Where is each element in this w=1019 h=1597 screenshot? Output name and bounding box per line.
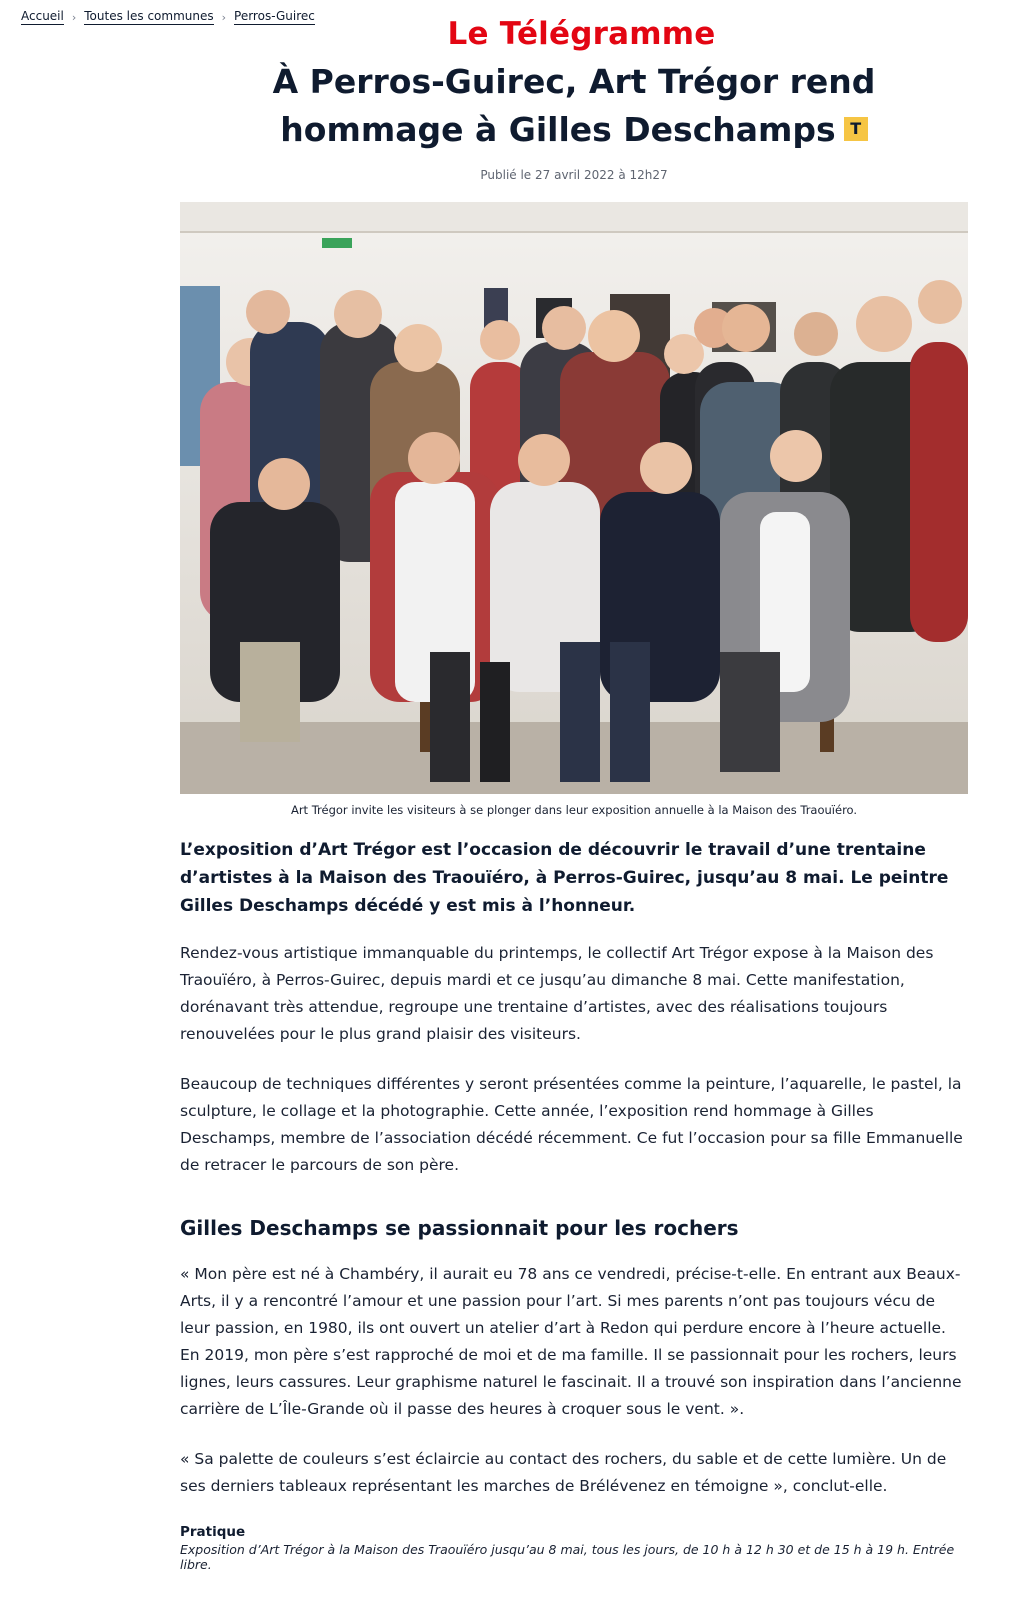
publish-date: Publié le 27 avril 2022 à 12h27	[480, 168, 668, 182]
article-title-text: À Perros-Guirec, Art Trégor rend hommage à Gilles Deschamps	[272, 62, 876, 149]
chevron-right-icon: ›	[71, 10, 77, 24]
practical-title: Pratique	[180, 1524, 246, 1540]
article-paragraph: Rendez-vous artistique immanquable du printemps, le collectif Art Trégor expose à la Maison des Traouïéro, à Perros-Guirec, depuis mardi et ce jusqu’au dimanche 8 mai. Cette manifestation, dorénavant très attendue, regroupe une trentaine d’artistes, avec des réalisations toujours renouvelées pour le plus grand plaisir des visiteurs.	[180, 944, 934, 1043]
article-paragraph: « Mon père est né à Chambéry, il aurait eu 78 ans ce vendredi, précise-t-elle. En entrant aux Beaux-Arts, il y a rencontré l’amour et une passion pour l’art. Si mes parents n’ont pas toujours vécu de leur passion, en 1980, ils ont ouvert un atelier d’art à Redon qui perdure encore à l’heure actuelle. En 2019, mon père s’est rapproché de moi et de ma famille. Il se passionnait pour les rochers, leurs lignes, leurs cassures. Leur graphisme naturel le fascinait. Il a trouvé son inspiration dans l’ancienne carrière de L’Île-Grande où il passe des heures à croquer sous le vent. ».	[180, 1265, 962, 1418]
article-subheading: Gilles Deschamps se passionnait pour les rochers	[180, 1216, 739, 1240]
chevron-right-icon: ›	[221, 10, 227, 24]
breadcrumb-home-link[interactable]: Accueil	[21, 9, 64, 23]
breadcrumb-communes-link[interactable]: Toutes les communes	[84, 9, 214, 23]
breadcrumb-town-link[interactable]: Perros-Guirec	[234, 9, 315, 23]
article-paragraph: « Sa palette de couleurs s’est éclaircie au contact des rochers, du sable et de cette lumière. Un de ses derniers tableaux représentant les marches de Brélévenez en témoigne », conclut-elle.	[180, 1450, 947, 1495]
premium-badge: T	[844, 117, 868, 141]
article-lead: L’exposition d’Art Trégor est l’occasion de découvrir le travail d’une trentaine d’artistes à la Maison des Traouïéro, à Perros-Guirec, jusqu’au 8 mai. Le peintre Gilles Deschamps décédé y est mis à l’honneur.	[180, 840, 949, 916]
article-photo[interactable]	[180, 202, 968, 794]
article-title	[180, 58, 968, 154]
brand-logo[interactable]: Le Télégramme	[447, 16, 716, 52]
practical-info: Exposition d’Art Trégor à la Maison des Traouïéro jusqu’au 8 mai, tous les jours, de 10 h à 12 h 30 et de 15 h à 19 h. Entrée libre.	[180, 1542, 955, 1572]
group-photo-illustration	[180, 202, 968, 794]
photo-caption: Art Trégor invite les visiteurs à se plonger dans leur exposition annuelle à la Maison des Traouïéro.	[290, 803, 858, 817]
article-body	[180, 836, 968, 1572]
article-paragraph: Beaucoup de techniques différentes y seront présentées comme la peinture, l’aquarelle, le pastel, la sculpture, le collage et la photographie. Cette année, l’exposition rend hommage à Gilles Deschamps, membre de l’association décédé récemment. Ce fut l’occasion pour sa fille Emmanuelle de retracer le parcours de son père.	[180, 1075, 963, 1174]
